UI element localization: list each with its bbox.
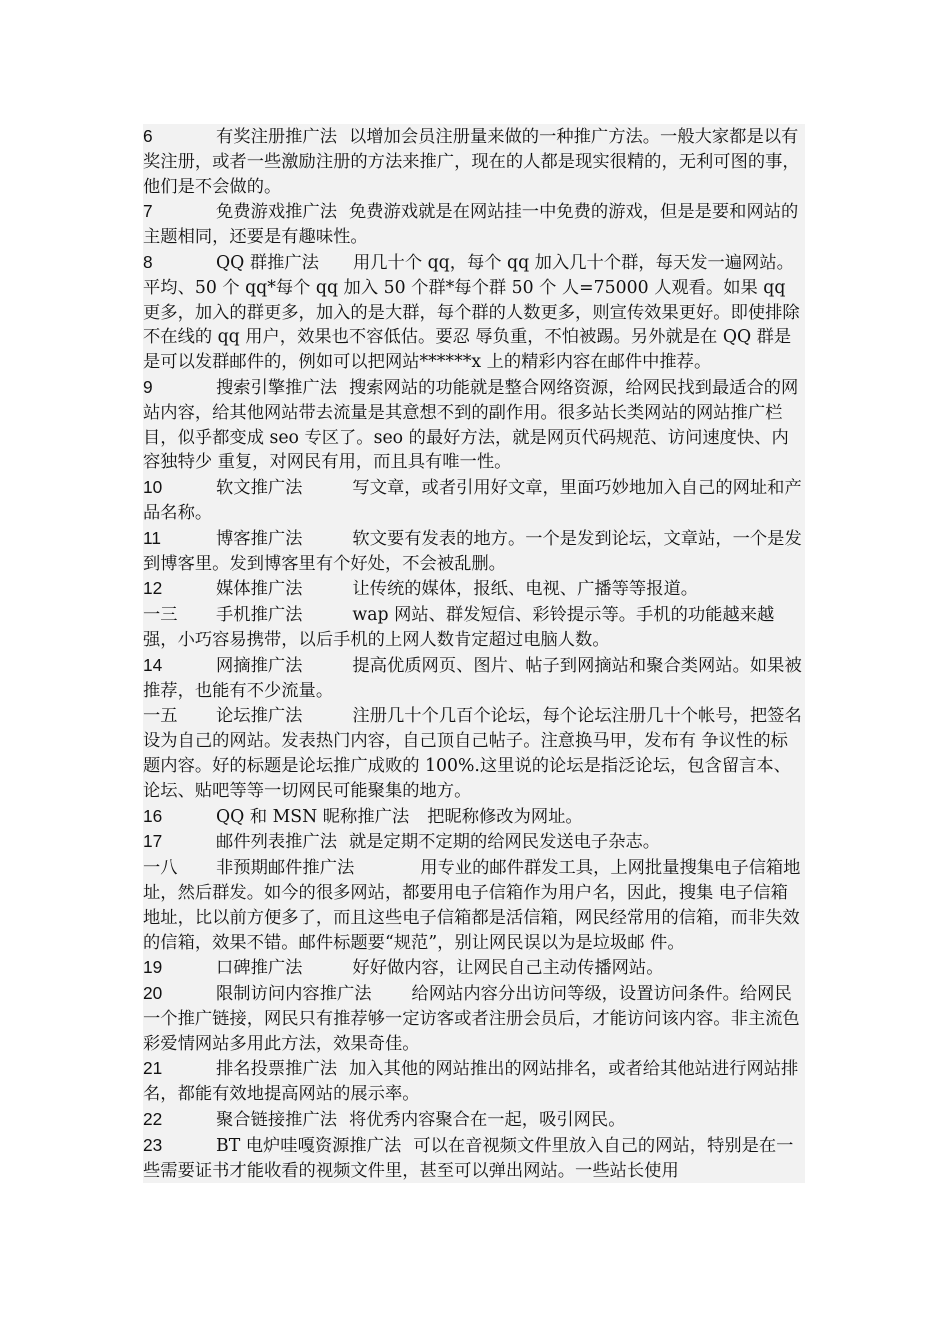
paragraph-11 — [143, 526, 805, 577]
item-body: 让传统的媒体，报纸、电视、广播等等报道。 — [352, 579, 699, 600]
item-number: 11 — [143, 527, 161, 548]
item-body: 写文章，或者引用好文章，里面巧妙地加入自己的网址和产品名称。 — [143, 478, 802, 523]
item-number: 20 — [143, 983, 163, 1004]
paragraph-15 — [143, 703, 805, 803]
paragraph-13 — [143, 602, 805, 653]
item-title: 邮件列表推广法 — [216, 832, 337, 853]
paragraph-23 — [143, 1133, 805, 1184]
paragraph-21 — [143, 1056, 805, 1107]
paragraph-18 — [143, 855, 805, 955]
item-body: 免费游戏就是在网站挂一中免费的游戏，但是是要和网站的主题相同，还要是有趣味性。 — [143, 202, 799, 248]
item-body: 提高优质网页、图片、帖子到网摘站和聚合类网站。如果被推荐，也能有不少流量。 — [143, 655, 802, 701]
item-number: 6 — [143, 126, 153, 146]
item-body: 用几十个 qq，每个 qq 加入几十个群，每天发一遍网站。平均、50 个 qq*每个 qq 加入 50 个群*每个群 50 个 人=75000 人观看。如果 qq 更多，加入的群更多，加入的是大群，每个群的人数更多，则宣传效果更好。即使排除不在线的 qq 用户，效果也不容低估。要忍 辱负重，不怕被踢。另外就是在 QQ 群是是可以发群邮件的，例如可以把网站******x 上的精彩内容在邮件中推荐。 — [143, 252, 800, 373]
paragraph-9 — [143, 375, 805, 475]
item-body: 加入其他的网站推出的网站排名，或者给其他站进行网站排名，都能有效地提高网站的展示率。 — [143, 1059, 799, 1105]
item-body: 软文要有发表的地方。一个是发到论坛，文章站，一个是发到博客里。发到博客里有个好处，不会被乱删。 — [143, 528, 802, 574]
item-body: 注册几十个几百个论坛，每个论坛注册几十个帐号，把签名设为自己的网站。发表热门内容，自己顶自己帖子。注意换马甲，发布有 争议性的标题内容。好的标题是论坛推广成败的 100%.这里说的论坛是指泛论坛，包含留言本、论坛、贴吧等等一切网民可能聚集的地方。 — [143, 706, 802, 801]
item-title: 博客推广法 — [216, 528, 303, 549]
document-text — [143, 124, 805, 1183]
item-number: 17 — [143, 831, 163, 852]
item-number: 19 — [143, 957, 163, 978]
item-title: 网摘推广法 — [216, 655, 303, 676]
item-body: 给网站内容分出访问等级，设置访问条件。给网民一个推广链接，网民只有推荐够一定访客或者注册会员后，才能访问该内容。非主流色彩爱情网站多用此方法，效果奇佳。 — [143, 984, 800, 1054]
paragraph-22 — [143, 1107, 805, 1133]
item-body: 搜索网站的功能就是整合网络资源，给网民找到最适合的网站内容，给其他网站带去流量是其意想不到的副作用。很多站长类网站的网站推广栏目，似乎都变成 seo 专区了。seo 的最好方法，就是网页代码规范、访问速度快、内容独特少 重复，对网民有用，而且具有唯一性。 — [143, 377, 799, 473]
item-title: 限制访问内容推广法 — [216, 984, 372, 1005]
item-title: 论坛推广法 — [216, 706, 303, 727]
item-number: 一八 — [143, 857, 178, 878]
paragraph-16 — [143, 804, 805, 830]
item-number: 21 — [143, 1058, 163, 1079]
item-number: 14 — [143, 654, 163, 675]
paragraph-17 — [143, 829, 805, 855]
paragraph-7 — [143, 199, 805, 250]
paragraph-6 — [143, 124, 805, 199]
item-body: 把昵称修改为网址。 — [427, 806, 583, 827]
item-body: 可以在音视频文件里放入自己的网站，特别是在一些需要证书才能收看的视频文件里，甚至可以弹出网站。一些站长使用 — [143, 1135, 794, 1181]
item-title: QQ 群推广法 — [216, 252, 319, 273]
item-number: 12 — [143, 578, 163, 599]
item-title: 免费游戏推广法 — [216, 202, 337, 223]
item-title: 排名投票推广法 — [216, 1059, 337, 1080]
item-number: 9 — [143, 376, 153, 397]
item-title: 搜索引擎推广法 — [216, 377, 337, 398]
item-title: 软文推广法 — [216, 478, 303, 499]
paragraph-19 — [143, 955, 805, 981]
item-body: 好好做内容，让网民自己主动传播网站。 — [352, 958, 664, 979]
item-number: 16 — [143, 805, 163, 826]
item-title: 聚合链接推广法 — [216, 1110, 337, 1131]
item-number: 10 — [143, 477, 163, 498]
paragraph-20 — [143, 981, 805, 1056]
item-body: 就是定期不定期的给网民发送电子杂志。 — [348, 832, 661, 853]
item-number: 7 — [143, 201, 153, 222]
paragraph-10 — [143, 475, 805, 526]
paragraph-8 — [143, 250, 805, 375]
item-title: 口碑推广法 — [216, 958, 303, 979]
item-number: 一三 — [143, 604, 178, 625]
item-number: 23 — [143, 1134, 163, 1155]
item-number: 22 — [143, 1109, 163, 1130]
item-title: 有奖注册推广法 — [216, 127, 337, 147]
item-body: 将优秀内容聚合在一起，吸引网民。 — [348, 1110, 626, 1131]
paragraph-14 — [143, 653, 805, 704]
item-title: BT 电炉哇嘎资源推广法 — [216, 1135, 402, 1156]
item-title: 媒体推广法 — [216, 579, 303, 600]
item-number: 8 — [143, 251, 153, 272]
paragraph-12 — [143, 576, 805, 602]
item-body: 以增加会员注册量来做的一种推广方法。一般大家都是以有奖注册，或者一些激励注册的方法来推广，现在的人都是现实很精的，无利可图的事，他们是不会做的。 — [143, 127, 800, 197]
item-number: 一五 — [143, 705, 178, 726]
item-title: 非预期邮件推广法 — [216, 858, 355, 879]
item-body: wap 网站、群发短信、彩铃提示等。手机的功能越来越强，小巧容易携带，以后手机的上网人数肯定超过电脑人数。 — [143, 605, 775, 650]
item-title: QQ 和 MSN 昵称推广法 — [216, 806, 410, 827]
item-title: 手机推广法 — [216, 605, 303, 626]
item-body: 用专业的邮件群发工具，上网批量搜集电子信箱地址，然后群发。如今的很多网站，都要用电子信箱作为用户名，因此，搜集 电子信箱地址，比以前方便多了，而且这些电子信箱都是活信箱，网民经常用的信箱，而非失效的信箱，效果不错。邮件标题要“规范”，别让网民误以为是垃圾邮 件。 — [143, 858, 801, 953]
